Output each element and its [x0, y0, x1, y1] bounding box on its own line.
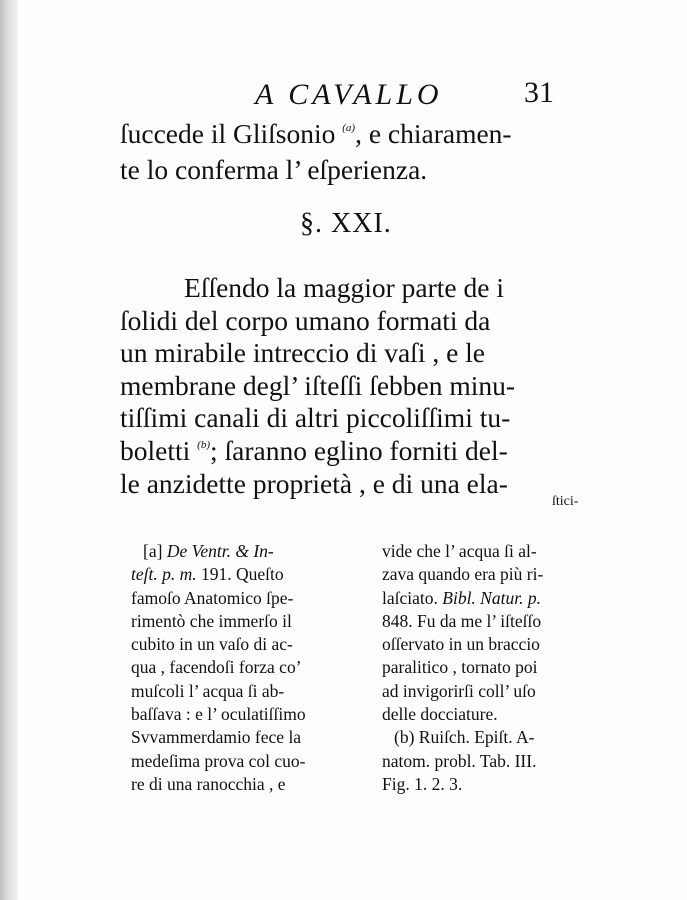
footnote-line: ad invigorirſi coll’ uſo [382, 680, 536, 701]
text-line: te lo conferma l’ eſperienza. [120, 154, 428, 185]
text-line: un mirabile intreccio di vaſi , e le [120, 337, 486, 369]
text-segment: ; ſaranno eglino forniti del- [209, 434, 508, 466]
footnote-line: vide che l’ acqua ſi al- [382, 541, 537, 561]
text-line: ſolidi del corpo umano formati da [120, 304, 491, 336]
text-segment: , e chiaramen- [355, 118, 512, 149]
footnote-line: famoſo Anatomico ſpe- [131, 587, 294, 608]
footnote-line: cubito in un vaſo di ac- [131, 634, 293, 655]
text-segment: laſciato. [382, 587, 443, 608]
citation-italic: Bibl. Natur. p. [442, 587, 541, 608]
footnote-line: Svvammerdamio fece la [131, 727, 302, 748]
text-line: le anzidette proprietà , e di una ela- [120, 467, 508, 499]
footnote-line: re di una ranocchia , e [131, 773, 286, 794]
footnote-ref-a: (a) [342, 122, 356, 134]
footnote-line [382, 587, 543, 610]
footnote-line: baſſava : e l’ oculatiſſimo [131, 704, 306, 725]
text-segment: ſuccede il Gliſsonio [120, 118, 343, 149]
footnote-line: rimentò che immerſo il [131, 610, 292, 631]
catchword: ſtici- [552, 494, 579, 509]
footnote-line: muſcoli l’ acqua ſi ab- [131, 680, 285, 701]
text-line: Eſſendo la maggior parte de i [184, 272, 504, 303]
main-paragraph [120, 272, 598, 500]
text-line [120, 435, 598, 468]
running-head: A CAVALLO [255, 78, 443, 111]
footnote-line [131, 540, 306, 563]
footnote-line: paralitico , tornato poi [382, 657, 538, 678]
section-heading: §. XXI. [300, 208, 392, 239]
footnote-line: 848. Fu da me l’ iſteſſo [382, 610, 542, 631]
text-segment: 191. Queſto [196, 564, 284, 585]
page-gutter-shadow [0, 0, 18, 900]
citation-italic: teſt. p. m. [131, 564, 197, 585]
text-line: tiſſimi canali di altri piccoliſſimi tu- [120, 402, 511, 434]
page-number: 31 [524, 76, 554, 109]
text-line: membrane degl’ iſteſſi ſebben minu- [120, 369, 516, 401]
text-segment: boletti [120, 434, 198, 466]
footnote-line: qua , facendoſi forza co’ [131, 657, 302, 678]
text-line [120, 116, 598, 152]
footnote-line: (b) Ruiſch. Epiſt. A- [394, 727, 535, 748]
citation-italic: De Ventr. & In- [166, 541, 274, 561]
footnote-line: Fig. 1. 2. 3. [382, 773, 463, 794]
continuation-text [120, 116, 598, 188]
footnote-line: oſſervato in un braccio [382, 634, 540, 655]
footnote-marker: [a] [143, 541, 167, 561]
footnotes-right-column [382, 540, 543, 796]
footnote-line: medeſima prova col cuo- [131, 750, 306, 771]
footnote-line: zava quando era più ri- [382, 564, 544, 585]
footnote-line [131, 563, 306, 586]
footnote-ref-b: (b) [197, 438, 210, 451]
footnote-line: natom. probl. Tab. III. [382, 750, 537, 771]
footnotes-left-column [131, 540, 306, 796]
footnote-line: delle docciature. [382, 704, 498, 725]
